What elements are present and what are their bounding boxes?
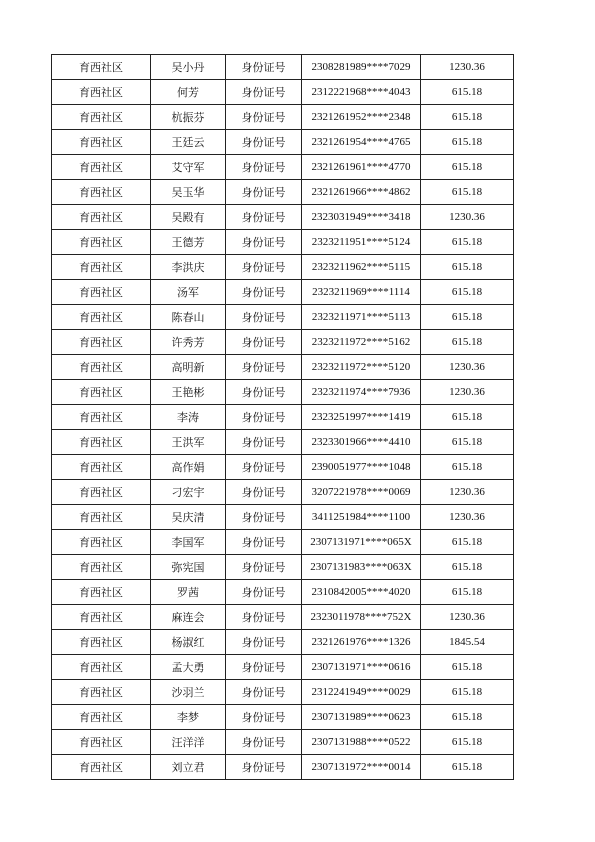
community-cell: 育西社区 xyxy=(52,705,151,730)
id-number-cell: 2323301966****4410 xyxy=(302,430,421,455)
table-row xyxy=(52,680,514,705)
table-row xyxy=(52,55,514,80)
name-cell: 吴玉华 xyxy=(151,180,226,205)
table-row xyxy=(52,405,514,430)
amount-cell: 1230.36 xyxy=(421,480,514,505)
community-cell: 育西社区 xyxy=(52,605,151,630)
amount-cell: 615.18 xyxy=(421,705,514,730)
name-cell: 杨淑红 xyxy=(151,630,226,655)
community-cell: 育西社区 xyxy=(52,205,151,230)
amount-cell: 615.18 xyxy=(421,430,514,455)
table-row xyxy=(52,230,514,255)
id-type-cell: 身份证号 xyxy=(226,105,302,130)
id-number-cell: 2321261954****4765 xyxy=(302,130,421,155)
name-cell: 李梦 xyxy=(151,705,226,730)
id-type-cell: 身份证号 xyxy=(226,680,302,705)
id-type-cell: 身份证号 xyxy=(226,580,302,605)
amount-cell: 1230.36 xyxy=(421,55,514,80)
table-row xyxy=(52,605,514,630)
community-cell: 育西社区 xyxy=(52,105,151,130)
community-cell: 育西社区 xyxy=(52,555,151,580)
name-cell: 汤军 xyxy=(151,280,226,305)
community-cell: 育西社区 xyxy=(52,680,151,705)
id-number-cell: 2310842005****4020 xyxy=(302,580,421,605)
id-type-cell: 身份证号 xyxy=(226,480,302,505)
id-type-cell: 身份证号 xyxy=(226,55,302,80)
table-row xyxy=(52,555,514,580)
amount-cell: 615.18 xyxy=(421,255,514,280)
id-number-cell: 2323211972****5120 xyxy=(302,355,421,380)
table-row xyxy=(52,755,514,780)
id-type-cell: 身份证号 xyxy=(226,155,302,180)
id-number-cell: 2321261976****1326 xyxy=(302,630,421,655)
community-cell: 育西社区 xyxy=(52,580,151,605)
table-row xyxy=(52,280,514,305)
name-cell: 李洪庆 xyxy=(151,255,226,280)
name-cell: 高作娟 xyxy=(151,455,226,480)
table-row xyxy=(52,430,514,455)
amount-cell: 615.18 xyxy=(421,580,514,605)
id-type-cell: 身份证号 xyxy=(226,305,302,330)
amount-cell: 1230.36 xyxy=(421,205,514,230)
id-number-cell: 2307131983****063X xyxy=(302,555,421,580)
table-row xyxy=(52,480,514,505)
id-number-cell: 3411251984****1100 xyxy=(302,505,421,530)
community-cell: 育西社区 xyxy=(52,230,151,255)
amount-cell: 1230.36 xyxy=(421,605,514,630)
name-cell: 弥宪国 xyxy=(151,555,226,580)
community-cell: 育西社区 xyxy=(52,405,151,430)
name-cell: 汪洋洋 xyxy=(151,730,226,755)
id-type-cell: 身份证号 xyxy=(226,405,302,430)
name-cell: 麻连会 xyxy=(151,605,226,630)
name-cell: 高明新 xyxy=(151,355,226,380)
name-cell: 刘立君 xyxy=(151,755,226,780)
name-cell: 罗茜 xyxy=(151,580,226,605)
community-cell: 育西社区 xyxy=(52,380,151,405)
id-type-cell: 身份证号 xyxy=(226,255,302,280)
table-row xyxy=(52,580,514,605)
id-type-cell: 身份证号 xyxy=(226,455,302,480)
id-type-cell: 身份证号 xyxy=(226,630,302,655)
id-type-cell: 身份证号 xyxy=(226,705,302,730)
table-row xyxy=(52,305,514,330)
amount-cell: 615.18 xyxy=(421,655,514,680)
name-cell: 吴小丹 xyxy=(151,55,226,80)
community-cell: 育西社区 xyxy=(52,180,151,205)
amount-cell: 615.18 xyxy=(421,405,514,430)
records-table xyxy=(51,54,514,780)
community-cell: 育西社区 xyxy=(52,630,151,655)
records-table-body xyxy=(52,55,514,780)
table-row xyxy=(52,630,514,655)
community-cell: 育西社区 xyxy=(52,355,151,380)
id-number-cell: 2323031949****3418 xyxy=(302,205,421,230)
amount-cell: 615.18 xyxy=(421,180,514,205)
table-row xyxy=(52,255,514,280)
id-type-cell: 身份证号 xyxy=(226,755,302,780)
name-cell: 王洪军 xyxy=(151,430,226,455)
id-number-cell: 2323211962****5115 xyxy=(302,255,421,280)
id-type-cell: 身份证号 xyxy=(226,530,302,555)
id-number-cell: 2323011978****752X xyxy=(302,605,421,630)
community-cell: 育西社区 xyxy=(52,305,151,330)
id-number-cell: 3207221978****0069 xyxy=(302,480,421,505)
name-cell: 许秀芳 xyxy=(151,330,226,355)
community-cell: 育西社区 xyxy=(52,80,151,105)
id-type-cell: 身份证号 xyxy=(226,230,302,255)
id-type-cell: 身份证号 xyxy=(226,330,302,355)
amount-cell: 615.18 xyxy=(421,230,514,255)
amount-cell: 615.18 xyxy=(421,105,514,130)
amount-cell: 615.18 xyxy=(421,305,514,330)
table-row xyxy=(52,205,514,230)
id-type-cell: 身份证号 xyxy=(226,430,302,455)
id-type-cell: 身份证号 xyxy=(226,380,302,405)
community-cell: 育西社区 xyxy=(52,755,151,780)
id-type-cell: 身份证号 xyxy=(226,180,302,205)
id-number-cell: 2321261961****4770 xyxy=(302,155,421,180)
id-type-cell: 身份证号 xyxy=(226,280,302,305)
table-row xyxy=(52,455,514,480)
community-cell: 育西社区 xyxy=(52,55,151,80)
id-number-cell: 2323211969****1114 xyxy=(302,280,421,305)
name-cell: 艾守军 xyxy=(151,155,226,180)
amount-cell: 1230.36 xyxy=(421,505,514,530)
amount-cell: 615.18 xyxy=(421,530,514,555)
table-row xyxy=(52,105,514,130)
amount-cell: 615.18 xyxy=(421,755,514,780)
name-cell: 陈春山 xyxy=(151,305,226,330)
table-row xyxy=(52,730,514,755)
amount-cell: 615.18 xyxy=(421,730,514,755)
community-cell: 育西社区 xyxy=(52,280,151,305)
id-number-cell: 2307131972****0014 xyxy=(302,755,421,780)
community-cell: 育西社区 xyxy=(52,505,151,530)
community-cell: 育西社区 xyxy=(52,155,151,180)
id-number-cell: 2308281989****7029 xyxy=(302,55,421,80)
amount-cell: 615.18 xyxy=(421,130,514,155)
id-number-cell: 2321261952****2348 xyxy=(302,105,421,130)
name-cell: 孟大勇 xyxy=(151,655,226,680)
table-row xyxy=(52,705,514,730)
id-number-cell: 2323251997****1419 xyxy=(302,405,421,430)
amount-cell: 1230.36 xyxy=(421,355,514,380)
table-row xyxy=(52,355,514,380)
id-number-cell: 2312241949****0029 xyxy=(302,680,421,705)
community-cell: 育西社区 xyxy=(52,530,151,555)
id-number-cell: 2390051977****1048 xyxy=(302,455,421,480)
table-row xyxy=(52,130,514,155)
table-row xyxy=(52,155,514,180)
name-cell: 李国军 xyxy=(151,530,226,555)
name-cell: 沙羽兰 xyxy=(151,680,226,705)
table-row xyxy=(52,655,514,680)
name-cell: 王艳彬 xyxy=(151,380,226,405)
id-number-cell: 2312221968****4043 xyxy=(302,80,421,105)
community-cell: 育西社区 xyxy=(52,330,151,355)
id-number-cell: 2323211972****5162 xyxy=(302,330,421,355)
community-cell: 育西社区 xyxy=(52,655,151,680)
id-type-cell: 身份证号 xyxy=(226,655,302,680)
name-cell: 吴殿有 xyxy=(151,205,226,230)
id-number-cell: 2307131989****0623 xyxy=(302,705,421,730)
community-cell: 育西社区 xyxy=(52,430,151,455)
amount-cell: 615.18 xyxy=(421,680,514,705)
amount-cell: 1845.54 xyxy=(421,630,514,655)
id-type-cell: 身份证号 xyxy=(226,130,302,155)
amount-cell: 615.18 xyxy=(421,280,514,305)
name-cell: 刁宏宇 xyxy=(151,480,226,505)
table-row xyxy=(52,330,514,355)
id-type-cell: 身份证号 xyxy=(226,730,302,755)
id-number-cell: 2307131988****0522 xyxy=(302,730,421,755)
id-type-cell: 身份证号 xyxy=(226,505,302,530)
data-sheet xyxy=(51,54,514,780)
id-number-cell: 2323211971****5113 xyxy=(302,305,421,330)
amount-cell: 615.18 xyxy=(421,455,514,480)
amount-cell: 615.18 xyxy=(421,330,514,355)
name-cell: 王德芳 xyxy=(151,230,226,255)
amount-cell: 615.18 xyxy=(421,155,514,180)
name-cell: 李涛 xyxy=(151,405,226,430)
table-row xyxy=(52,505,514,530)
community-cell: 育西社区 xyxy=(52,455,151,480)
name-cell: 杭振芬 xyxy=(151,105,226,130)
name-cell: 何芳 xyxy=(151,80,226,105)
amount-cell: 615.18 xyxy=(421,555,514,580)
community-cell: 育西社区 xyxy=(52,730,151,755)
id-type-cell: 身份证号 xyxy=(226,355,302,380)
name-cell: 王廷云 xyxy=(151,130,226,155)
table-row xyxy=(52,380,514,405)
community-cell: 育西社区 xyxy=(52,130,151,155)
amount-cell: 615.18 xyxy=(421,80,514,105)
table-row xyxy=(52,80,514,105)
id-type-cell: 身份证号 xyxy=(226,80,302,105)
name-cell: 吴庆清 xyxy=(151,505,226,530)
id-number-cell: 2307131971****065X xyxy=(302,530,421,555)
community-cell: 育西社区 xyxy=(52,255,151,280)
community-cell: 育西社区 xyxy=(52,480,151,505)
table-row xyxy=(52,180,514,205)
id-number-cell: 2323211974****7936 xyxy=(302,380,421,405)
id-number-cell: 2307131971****0616 xyxy=(302,655,421,680)
table-row xyxy=(52,530,514,555)
id-number-cell: 2323211951****5124 xyxy=(302,230,421,255)
amount-cell: 1230.36 xyxy=(421,380,514,405)
id-number-cell: 2321261966****4862 xyxy=(302,180,421,205)
id-type-cell: 身份证号 xyxy=(226,605,302,630)
id-type-cell: 身份证号 xyxy=(226,555,302,580)
id-type-cell: 身份证号 xyxy=(226,205,302,230)
